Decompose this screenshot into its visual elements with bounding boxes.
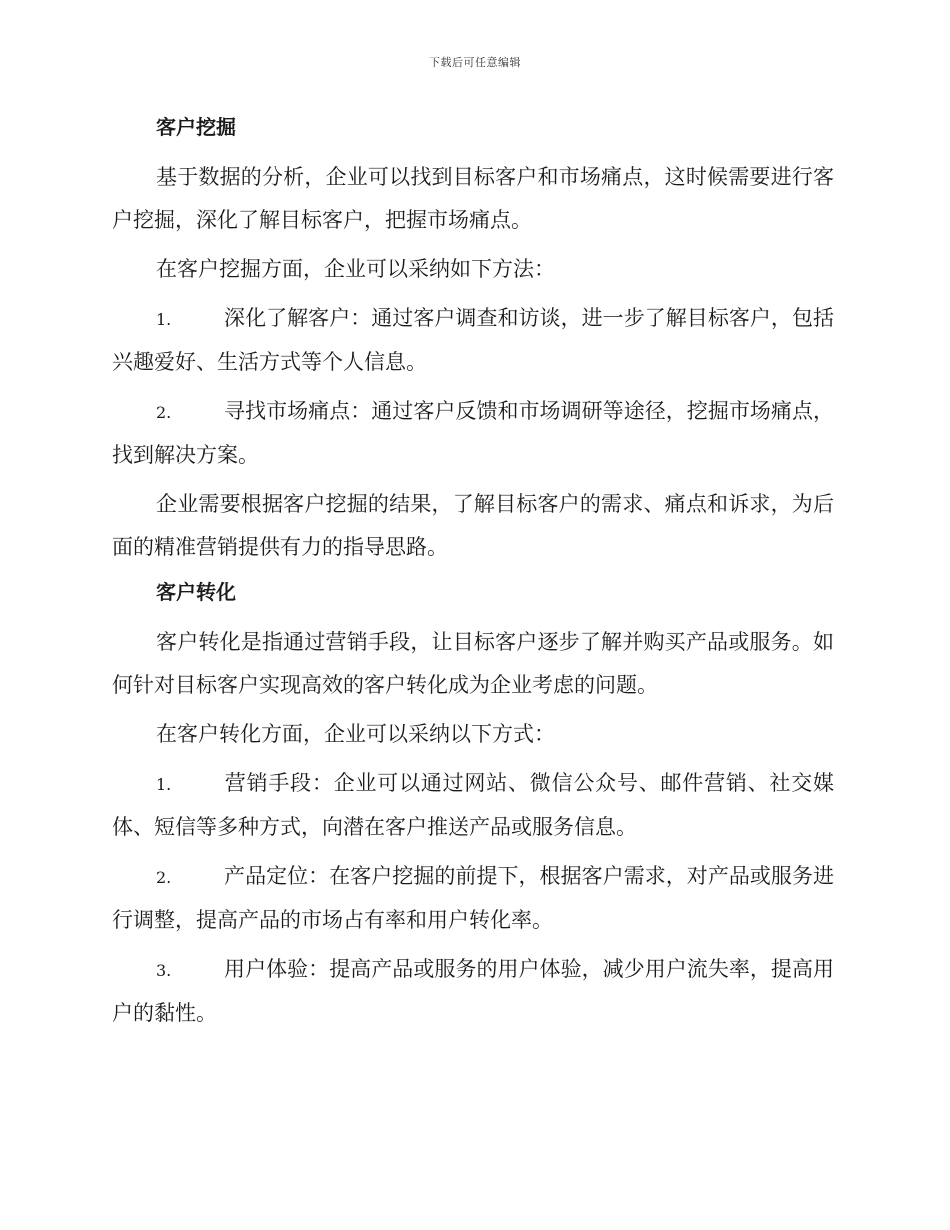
list-item-text: 寻找市场痛点：通过客户反馈和市场调研等途径，挖掘市场痛点，找到解决方案。 <box>112 399 834 467</box>
list-item <box>112 297 834 384</box>
list-item-text: 营销手段：企业可以通过网站、微信公众号、邮件营销、社交媒体、短信等多种方式，向潜在客户推送产品或服务信息。 <box>112 771 834 839</box>
list-item-number: 2. <box>156 403 172 422</box>
list-item <box>112 390 834 477</box>
list-item-number: 1. <box>156 775 172 794</box>
document-body <box>112 110 834 1041</box>
page-header: 下载后可任意编辑 <box>429 56 521 69</box>
list-item-number: 3. <box>156 961 172 980</box>
section-lead-paragraph: 在客户挖掘方面，企业可以采纳如下方法： <box>156 257 555 281</box>
list-item-text: 产品定位：在客户挖掘的前提下，根据客户需求，对产品或服务进行调整，提高产品的市场占有率和用户转化率。 <box>112 864 834 932</box>
list-item-number: 1. <box>156 310 172 329</box>
list-item <box>112 855 834 942</box>
section-intro-paragraph: 客户转化是指通过营销手段，让目标客户逐步了解并购买产品或服务。如何针对目标客户实现高效的客户转化成为企业考虑的问题。 <box>112 630 834 697</box>
list-item-text: 用户体验：提高产品或服务的用户体验，减少用户流失率，提高用户的黏性。 <box>112 957 834 1025</box>
section-intro-paragraph: 基于数据的分析，企业可以找到目标客户和市场痛点，这时候需要进行客户挖掘，深化了解目标客户，把握市场痛点。 <box>112 165 834 232</box>
section-heading-customer-mining: 客户挖掘 <box>156 115 236 139</box>
list-item <box>112 762 834 849</box>
section-conclusion-paragraph: 企业需要根据客户挖掘的结果，了解目标客户的需求、痛点和诉求，为后面的精准营销提供有力的指导思路。 <box>112 492 834 559</box>
list-item-text: 深化了解客户：通过客户调查和访谈，进一步了解目标客户，包括兴趣爱好、生活方式等个人信息。 <box>112 306 834 374</box>
section-heading-customer-conversion: 客户转化 <box>156 580 236 604</box>
section-lead-paragraph: 在客户转化方面，企业可以采纳以下方式： <box>156 722 555 746</box>
list-item <box>112 948 834 1035</box>
list-item-number: 2. <box>156 868 172 887</box>
